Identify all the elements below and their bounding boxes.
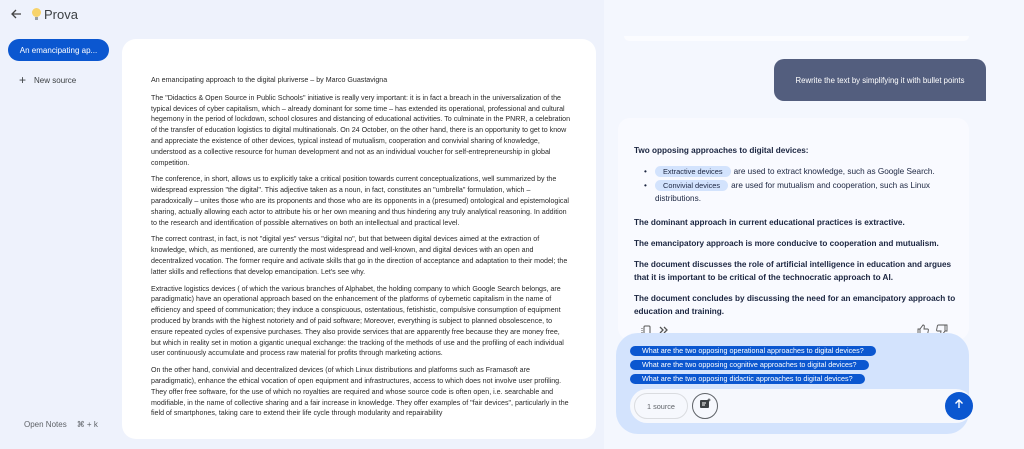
suggested-question[interactable]: What are the two opposing didactic approaches to digital devices? [630,374,865,384]
reply-point: The document concludes by discussing the need for an emancipatory approach to education and training. [634,294,956,316]
source-item-active[interactable]: An emancipating ap... [8,39,109,61]
add-note-button[interactable] [692,393,718,419]
citation-chip[interactable]: Extractive devices [655,166,731,177]
new-source-button[interactable] [19,75,76,85]
document-title: An emancipating approach to the digital pluriverse – by Marco Guastavigna [151,76,388,84]
reply-bullet-list [634,165,959,205]
lightbulb-icon [32,8,41,21]
notebook-title [32,7,78,22]
user-message: Rewrite the text by simplifying it with bullet points [774,59,986,101]
document-paragraph: On the other hand, convivial and decentralized devices (of which Linux distributions and platforms such as Framasoft are paradigmatic), enhance the ethical vocation of open equipment and infrastructures, access to which does not involve user profiling. They offer free software, for the use of which no royalties are required and whose source code is often open, i.e. searchable and modifiable, in the name of collective sharing and a fair increase in knowledge. They offer examples of "fair devices", particularly in the field of smartphones, taking care to extend their life cycle through modularity and repairability [151,366,569,418]
open-notes-button[interactable] [24,420,98,429]
document-paragraph: The conference, in short, allows us to explicitly take a critical position towards current conceptualizations, well summarized by the widespread expression "the digital". This adjective taken as a noun, in fact, constitutes an "umbrella" formulation, which – paradoxically – unites those who are its proponents and those who are its opponents in a (presumed) ontological and epistemological sharing, actually allowing each actor to attribute his or her own meaning and thus hindering any truly analytical reasoning. In addition to the research and identification of possible alternatives on both an intellectual and practical level. [151,175,569,227]
new-source-label: New source [34,75,77,85]
open-notes-label: Open Notes [24,420,67,429]
reply-point: The document discusses the role of artificial intelligence in education and argues that it is important to be critical of the technocratic approach to AI. [634,260,952,282]
notebook-title-text: Prova [44,7,78,22]
citation-chip[interactable]: Convivial devices [655,180,728,191]
chat-input[interactable] [630,389,973,423]
document-paragraph: Extractive logistics devices ( of which the various branches of Alphabet, the holding company to which Google Search belongs, are paradigmatic) have an operational approach based on the enhancement of the platforms of cybernetic capitalism in the name of efficiency and speed of communication; they induce a conspicuous, ostentatious, fetishistic, compulsive consumption of equipment produced by brands with the highest notoriety and of paid software; Moreover, everything is subject to planned obsolescence, to ensure repeated cycles of expensive purchases. They also provide services that are apparently free because they are money free, but which in reality set in motion a gigantic unequal exchange: the tracking of the methods of use and the profiling of each individual user continuously accumulate and process raw material for profits through marketing actions. [151,284,564,358]
previous-message-card [624,36,969,41]
add-note-icon [699,397,711,415]
plus-icon: + [19,73,27,87]
open-notes-shortcut: ⌘ + k [76,420,98,429]
reply-point: The emancipatory approach is more conducive to cooperation and mutualism. [634,239,939,248]
reply-heading: Two opposing approaches to digital devices: [634,146,809,155]
source-count-button[interactable]: 1 source [634,393,688,419]
suggested-question[interactable]: What are the two opposing operational approaches to digital devices? [630,346,876,356]
arrow-up-icon [953,397,965,415]
compose-area [616,333,969,434]
sources-sidebar [0,30,120,449]
reply-point: The dominant approach in current educational practices is extractive. [634,218,905,227]
send-button[interactable] [945,392,973,420]
document-paragraph: The "Didactics & Open Source in Public Schools" initiative is really very important: it is in fact a breach in the universalization of the typical devices of cyber capitalism, which – already dominant for some time – has extended its operational, professional and cultural hegemony in the period of lockdown, school closures and distancing of educational activities. To culminate in the PNRR, a celebration of the transfer of education logistics to digital multinationals. On 24 October, on the other hand, there is an opportunity to get to know and appreciate the existence of other devices, typical instead of mutualism, cooperation and convivial sharing of knowledge, understood as a collective resource for human development and not as an individual voucher for self-entrepreneurship in global competition. [151,93,571,167]
document-paragraph: The correct contrast, in fact, is not "digital yes" versus "digital no", but that between digital devices aimed at the extraction of knowledge, which, as mentioned, are currently the most widespread and well-known, and digital devices with an open and decentralized vocation. The former require and activate skills that go in the direction of acceptance and adaptation to their model; the latter skills and reflections that develop emancipation. Let's see why. [151,235,568,276]
reply-content [634,144,959,326]
reply-bullet [634,179,959,205]
arrow-left-icon[interactable] [8,6,24,22]
top-bar [0,0,600,30]
source-document-viewer[interactable] [122,39,596,439]
bullet-text: are used for mutualism and cooperation, such as Linux distributions. [655,181,930,203]
suggested-question[interactable]: What are the two opposing cognitive approaches to digital devices? [630,360,869,370]
reply-bullet [634,165,959,178]
bullet-text: are used to extract knowledge, such as Google Search. [733,167,935,176]
assistant-reply [618,118,969,340]
document-content [151,75,571,425]
chat-panel [604,0,1024,449]
